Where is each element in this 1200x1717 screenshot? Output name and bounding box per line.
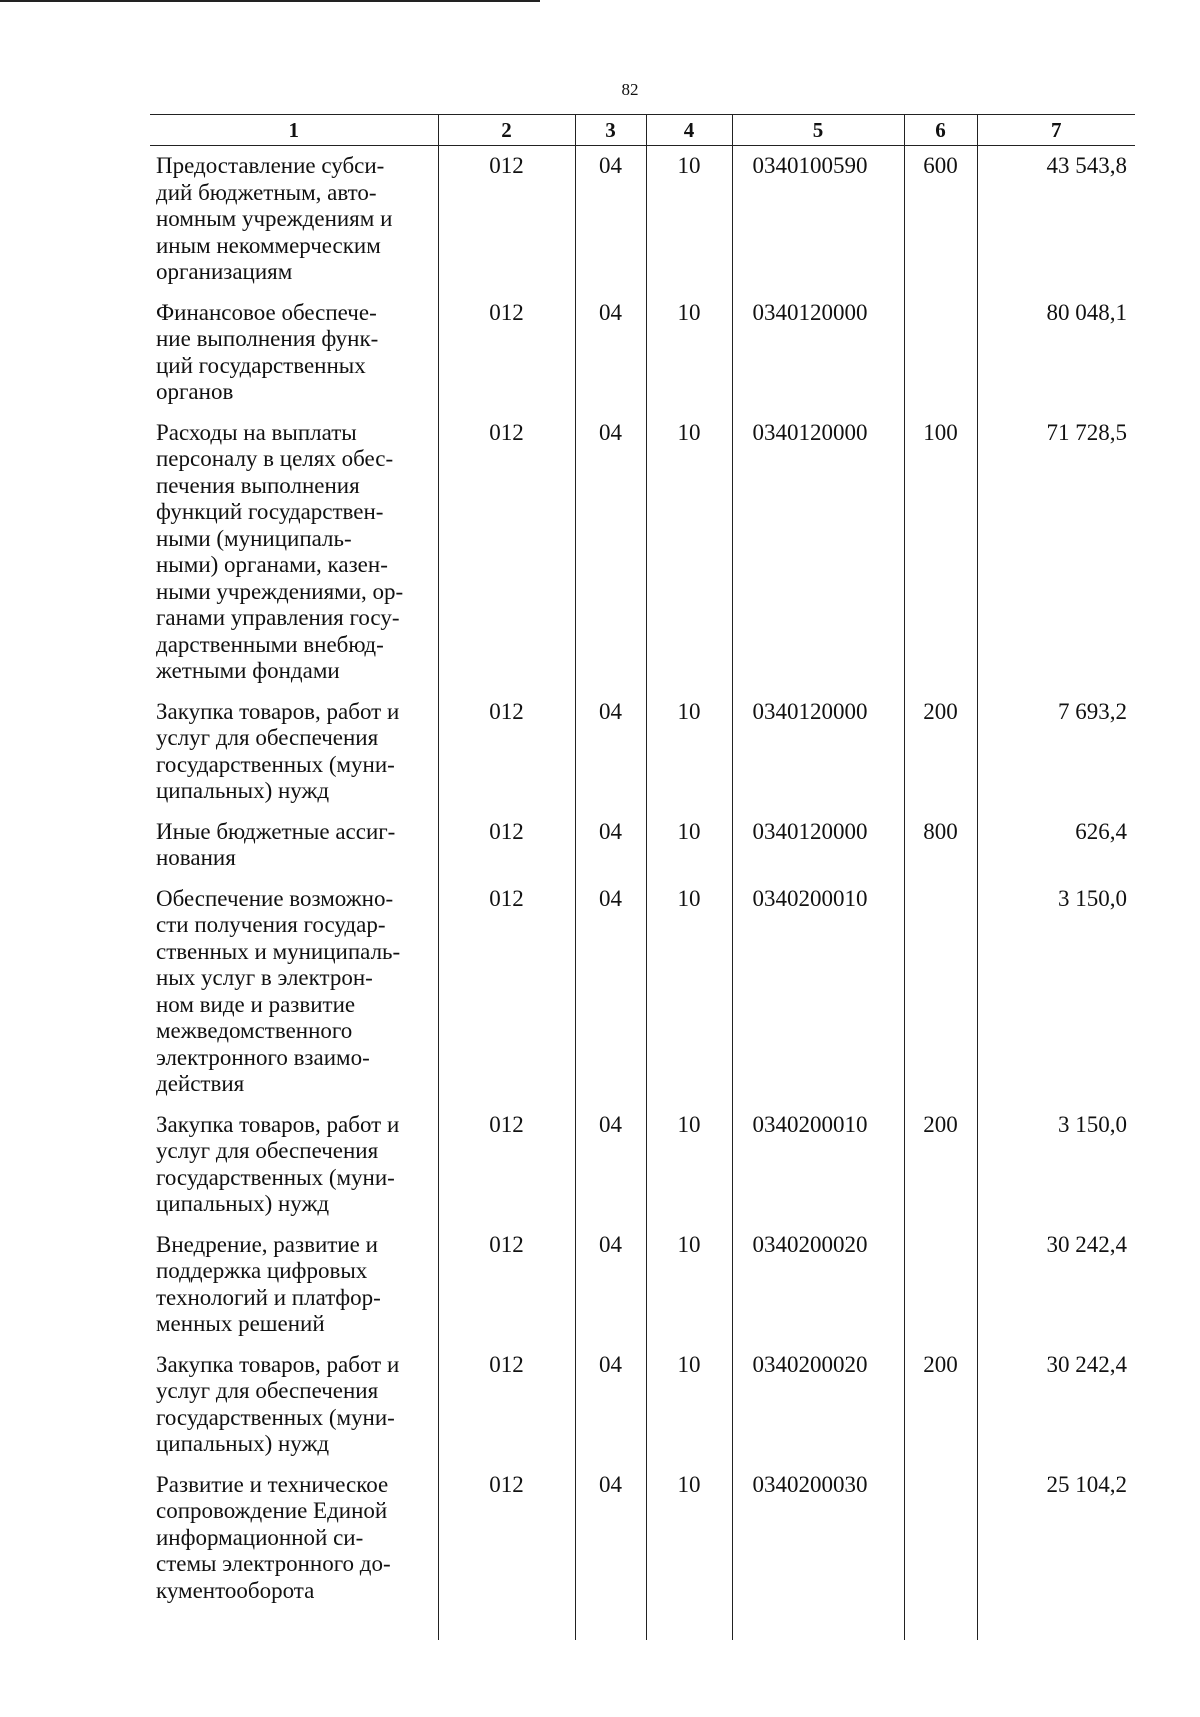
column-header-5: 5 [732, 115, 904, 146]
column-header-3: 3 [575, 115, 646, 146]
column-header-6: 6 [904, 115, 977, 146]
expense-name: Расходы на выплаты персоналу в целях обес- печения выполнения функций государствен- ными (муниципаль- ными) органами, казен- ными учреждениями, ор- ганами управления госу- дарственными внебюд- жетными фондами [156, 419, 404, 683]
ministry-code: 012 [438, 146, 575, 293]
expense-name: Закупка товаров, работ и услуг для обеспечения государственных (муни- ципальных) нужд [156, 1351, 400, 1456]
expense-type-code: 600 [904, 146, 977, 293]
subsection-code: 10 [646, 812, 732, 879]
column-header-7: 7 [977, 115, 1135, 146]
table-row [150, 1105, 1135, 1225]
amount: 30 242,4 [977, 1225, 1135, 1345]
target-article-code: 0340200010 [732, 1105, 904, 1225]
ministry-code: 012 [438, 1225, 575, 1345]
section-code: 04 [575, 413, 646, 692]
column-header-1: 1 [150, 115, 438, 146]
amount: 3 150,0 [977, 1105, 1135, 1225]
expense-type-code: 100 [904, 413, 977, 692]
section-code: 04 [575, 879, 646, 1105]
table-body [150, 146, 1135, 1641]
expense-type-code: 200 [904, 692, 977, 812]
amount: 43 543,8 [977, 146, 1135, 293]
expense-name: Внедрение, развитие и поддержка цифровых технологий и платфор- менных решений [156, 1231, 381, 1336]
ministry-code: 012 [438, 879, 575, 1105]
subsection-code: 10 [646, 1345, 732, 1465]
subsection-code: 10 [646, 293, 732, 413]
section-code: 04 [575, 1225, 646, 1345]
subsection-code: 10 [646, 146, 732, 293]
ministry-code: 012 [438, 692, 575, 812]
ministry-code: 012 [438, 293, 575, 413]
target-article-code: 0340200020 [732, 1345, 904, 1465]
expense-type-code [904, 879, 977, 1105]
expense-type-code [904, 1465, 977, 1641]
scan-edge-line [0, 0, 540, 2]
expense-type-code: 200 [904, 1345, 977, 1465]
expense-type-code [904, 293, 977, 413]
table-row [150, 1465, 1135, 1641]
ministry-code: 012 [438, 1105, 575, 1225]
expense-name: Финансовое обеспече- ние выполнения функ- ций государственных органов [156, 299, 379, 404]
subsection-code: 10 [646, 879, 732, 1105]
expense-name: Закупка товаров, работ и услуг для обеспечения государственных (муни- ципальных) нужд [156, 1111, 400, 1216]
amount: 626,4 [977, 812, 1135, 879]
table-row [150, 146, 1135, 293]
table-row [150, 413, 1135, 692]
target-article-code: 0340120000 [732, 413, 904, 692]
table-row [150, 812, 1135, 879]
ministry-code: 012 [438, 1345, 575, 1465]
ministry-code: 012 [438, 413, 575, 692]
expense-name: Предоставление субси- дий бюджетным, авто- номным учреждениям и иным некоммерческим организациям [156, 153, 393, 284]
table-row [150, 1345, 1135, 1465]
table-row [150, 1225, 1135, 1345]
subsection-code: 10 [646, 1465, 732, 1641]
target-article-code: 0340120000 [732, 812, 904, 879]
target-article-code: 0340200030 [732, 1465, 904, 1641]
amount: 80 048,1 [977, 293, 1135, 413]
amount: 71 728,5 [977, 413, 1135, 692]
header-row [150, 115, 1135, 146]
expense-name: Иные бюджетные ассиг- нования [156, 818, 396, 870]
target-article-code: 0340200020 [732, 1225, 904, 1345]
section-code: 04 [575, 146, 646, 293]
table-row [150, 879, 1135, 1105]
subsection-code: 10 [646, 1105, 732, 1225]
expense-name: Обеспечение возможно- сти получения государ- ственных и муниципаль- ных услуг в электрон- ном виде и развитие межведомственного электронного взаимо- действия [156, 885, 401, 1096]
table-row [150, 293, 1135, 413]
section-code: 04 [575, 812, 646, 879]
target-article-code: 0340120000 [732, 293, 904, 413]
target-article-code: 0340100590 [732, 146, 904, 293]
column-header-4: 4 [646, 115, 732, 146]
page-number: 82 [621, 80, 639, 99]
subsection-code: 10 [646, 1225, 732, 1345]
section-code: 04 [575, 692, 646, 812]
expense-type-code: 800 [904, 812, 977, 879]
table-row [150, 692, 1135, 812]
target-article-code: 0340120000 [732, 692, 904, 812]
budget-table [150, 114, 1135, 1640]
expense-name: Развитие и техническое сопровождение Единой информационной си- стемы электронного до- кументооборота [156, 1471, 391, 1603]
amount: 3 150,0 [977, 879, 1135, 1105]
section-code: 04 [575, 1105, 646, 1225]
expense-type-code [904, 1225, 977, 1345]
subsection-code: 10 [646, 413, 732, 692]
section-code: 04 [575, 1465, 646, 1641]
expense-type-code: 200 [904, 1105, 977, 1225]
ministry-code: 012 [438, 1465, 575, 1641]
column-header-2: 2 [438, 115, 575, 146]
subsection-code: 10 [646, 692, 732, 812]
ministry-code: 012 [438, 812, 575, 879]
amount: 30 242,4 [977, 1345, 1135, 1465]
target-article-code: 0340200010 [732, 879, 904, 1105]
amount: 7 693,2 [977, 692, 1135, 812]
section-code: 04 [575, 1345, 646, 1465]
amount: 25 104,2 [977, 1465, 1135, 1641]
expense-name: Закупка товаров, работ и услуг для обеспечения государственных (муни- ципальных) нужд [156, 698, 400, 803]
section-code: 04 [575, 293, 646, 413]
